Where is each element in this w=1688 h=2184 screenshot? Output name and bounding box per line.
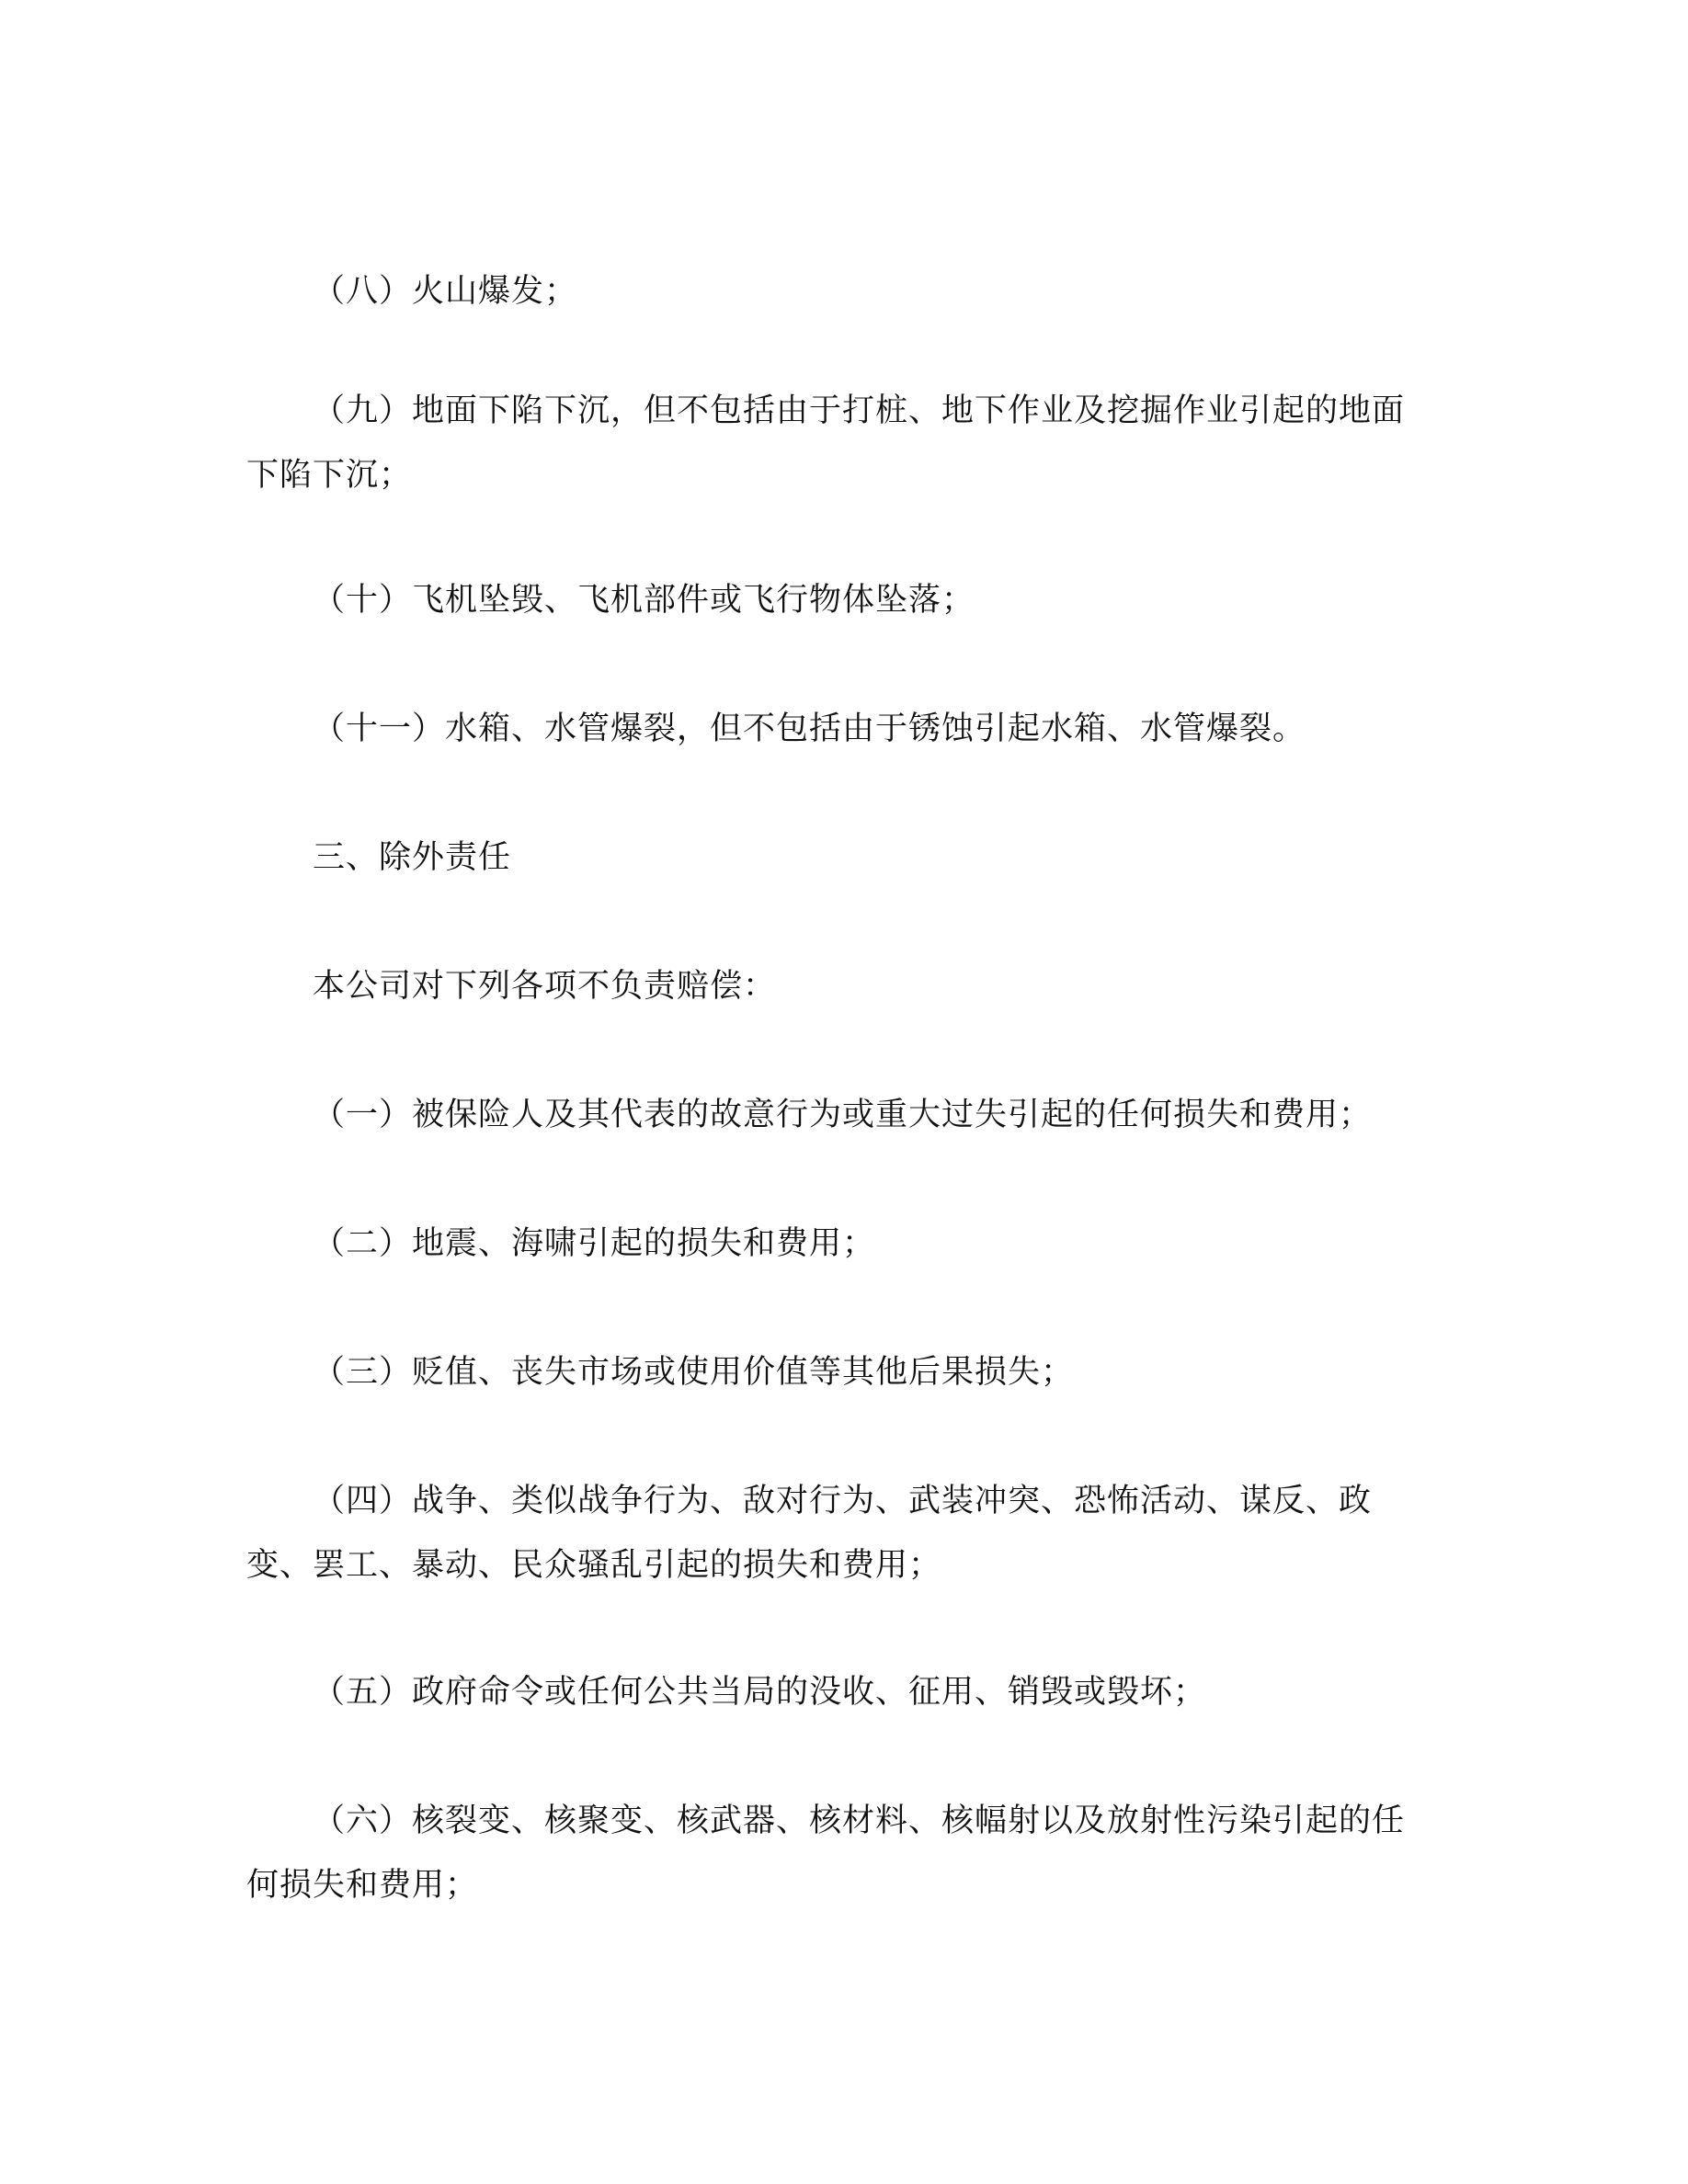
section-heading-exclusions: 三、除外责任 xyxy=(313,839,512,876)
paragraph-item-9: （九）地面下陷下沉，但不包括由于打桩、地下作业及挖掘作业引起的地面下陷下沉； xyxy=(246,392,1406,494)
paragraph-item-10: （十）飞机坠毁、飞机部件或飞行物体坠落； xyxy=(313,582,975,619)
paragraph-item-8: （八）火山爆发； xyxy=(313,273,578,310)
paragraph-item-11: （十一）水箱、水管爆裂，但不包括由于锈蚀引起水箱、水管爆裂。 xyxy=(313,711,1306,747)
exclusion-item-3: （三）贬值、丧失市场或使用价值等其他后果损失； xyxy=(313,1354,1075,1391)
paragraph-intro: 本公司对下列各项不负责赔偿： xyxy=(313,968,777,1005)
exclusion-item-1: （一）被保险人及其代表的故意行为或重大过失引起的任何损失和费用； xyxy=(313,1097,1373,1133)
exclusion-item-6: （六）核裂变、核聚变、核武器、核材料、核幅射以及放射性污染引起的任何损失和费用； xyxy=(246,1803,1406,1904)
exclusion-item-5: （五）政府命令或任何公共当局的没收、征用、销毁或毁坏； xyxy=(313,1674,1207,1711)
exclusion-item-4: （四）战争、类似战争行为、敌对行为、武装冲突、恐怖活动、谋反、政变、罢工、暴动、民众骚乱引起的损失和费用； xyxy=(246,1483,1373,1584)
exclusion-item-2: （二）地震、海啸引起的损失和费用； xyxy=(313,1225,876,1262)
